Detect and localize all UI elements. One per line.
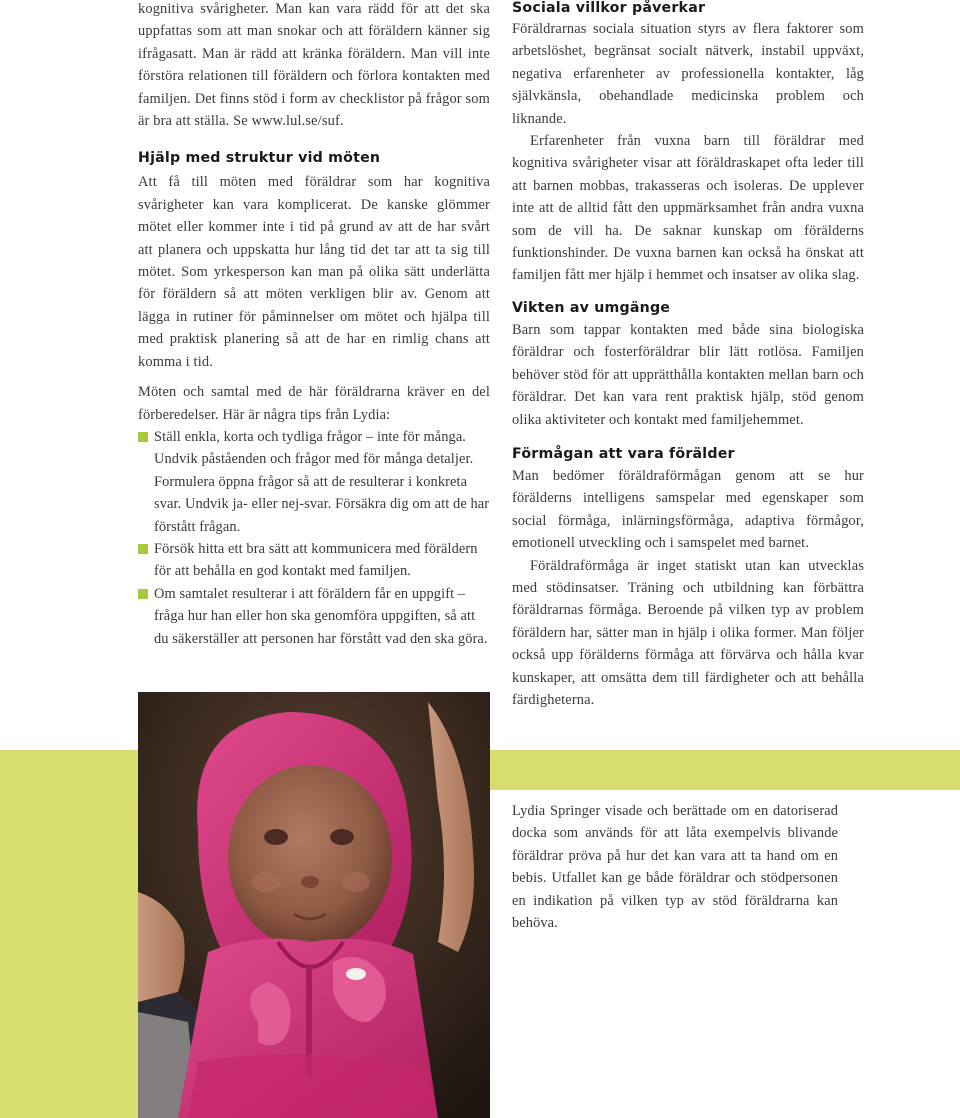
- doll-illustration: [138, 692, 490, 1118]
- section-heading-social: Sociala villkor påverkar: [512, 0, 706, 16]
- list-item: [138, 538, 490, 583]
- section-heading-structure: Hjälp med struktur vid möten: [138, 150, 381, 167]
- photo-caption: Lydia Springer visade och berättade om en datoriserad docka som används för att låta exempelvis blivande föräldrar pröva på hur det kan vara att ta hand om en bebis. Utfallet kan ge både föräldrar och stödpersonen en indikation på vilken typ av stöd föräldrarna kan behöva.: [512, 803, 838, 932]
- contact-paragraph: Barn som tappar kontakten med både sina biologiska föräldrar och fosterföräldrar blir lätt rotlösa. Familjen behöver stöd för att upprätthålla kontakten mellan barn och föräldrar. Det kan vara rent praktisk hjälp, stöd genom olika aktiviteter och kontakt med familjehemmet.: [512, 321, 864, 428]
- section-heading-parenting: Förmågan att vara förälder: [512, 445, 735, 462]
- tips-list: [138, 426, 490, 650]
- parenting-paragraph-1: Man bedömer föräldraförmågan genom att se hur förälderns intelligens samspelar med egenskaper som social förmåga, inlärningsförmåga, adaptiva förmågor, emotionell utveckling och i samspelet med barnet.: [512, 467, 864, 552]
- parenting-paragraph-2: Föräldraförmåga är inget statiskt utan kan utvecklas med stödinsatser. Träning och utbildning kan förbättra föräldrarnas förmåga. Beroende på vilken typ av problem föräldern har, sätter man in hjälp i olika former. Man följer också upp förälderns förmåga att förvärva och hålla kvar kunskaper, att omsätta dem till färdigheter och att behålla färdigheterna.: [512, 557, 864, 708]
- tips-intro-paragraph: Möten och samtal med de här föräldrarna kräver en del förberedelser. Här är några tips från Lydia:: [138, 384, 490, 423]
- list-item: [138, 426, 490, 538]
- left-column: [138, 0, 490, 650]
- intro-paragraph: kognitiva svårigheter. Man kan vara rädd för att det ska uppfattas som att man snokar och att föräldern känner sig ifrågasatt. Man är rädd att kränka föräldern. Man vill inte förstöra relationen till föräldern och förlora kontakten med familjen. Det finns stöd i form av checklistor på frågor som är bra att ställa. Se www.lul.se/suf.: [138, 1, 490, 130]
- list-item-text: Försök hitta ett bra sätt att kommunicera med föräldern för att behålla en god kontakt med familjen.: [154, 540, 478, 580]
- social-paragraph-2: Erfarenheter från vuxna barn till föräldrar med kognitiva svårigheter visar att föräldraskapet ofta leder till att barnen mobbas, trakasseras och isoleras. De upplever inte att de alltid fått den uppmärksamhet från andra vuxna som de vill ha. De saknar kunskap om förälderns funktionshinder. De vuxna barnen kan också ha önskat att familjen fått mer hjälp i hemmet och insatser av olika slag.: [512, 133, 864, 284]
- section-heading-contact: Vikten av umgänge: [512, 299, 671, 316]
- social-paragraph-1: Föräldrarnas sociala situation styrs av flera faktorer som arbetslöshet, begränsat socialt nätverk, instabil uppväxt, negativa erfarenheter av professionella kontakter, låg självkänsla, obehandlade medicinska problem och liknande.: [512, 21, 864, 127]
- bullet-square-icon: [138, 432, 148, 442]
- structure-paragraph: Att få till möten med föräldrar som har kognitiva svårigheter kan vara komplicerat. De kanske glömmer mötet eller kommer inte i tid på grund av att de har svårt att planera och uppskatta hur lång tid det tar att ta sig till mötet. Som yrkesperson kan man på olika sätt underlätta för föräldern så att möten verkligen blir av. Genom att lägga in rutiner för påminnelser om mötet och hjälpa till med praktisk planering så att de har en rimlig chans att komma i tid.: [138, 174, 490, 370]
- list-item: [138, 583, 490, 650]
- bullet-square-icon: [138, 544, 148, 554]
- right-column: [512, 0, 864, 711]
- baby-doll-photo: [138, 692, 490, 1118]
- list-item-text: Om samtalet resulterar i att föräldern får en uppgift – fråga hur han eller hon ska genomföra uppgiften, så att du säkerställer att personen har förstått vad den ska göra.: [154, 585, 488, 647]
- caption-box: [490, 790, 960, 1118]
- bullet-square-icon: [138, 589, 148, 599]
- list-item-text: Ställ enkla, korta och tydliga frågor – inte för många. Undvik påståenden och frågor med för många detaljer. Formulera öppna frågor så att de resulterar i konkreta svar. Undvik ja- eller nej-svar. Försäkra dig om att de har förstått frågan.: [154, 428, 490, 535]
